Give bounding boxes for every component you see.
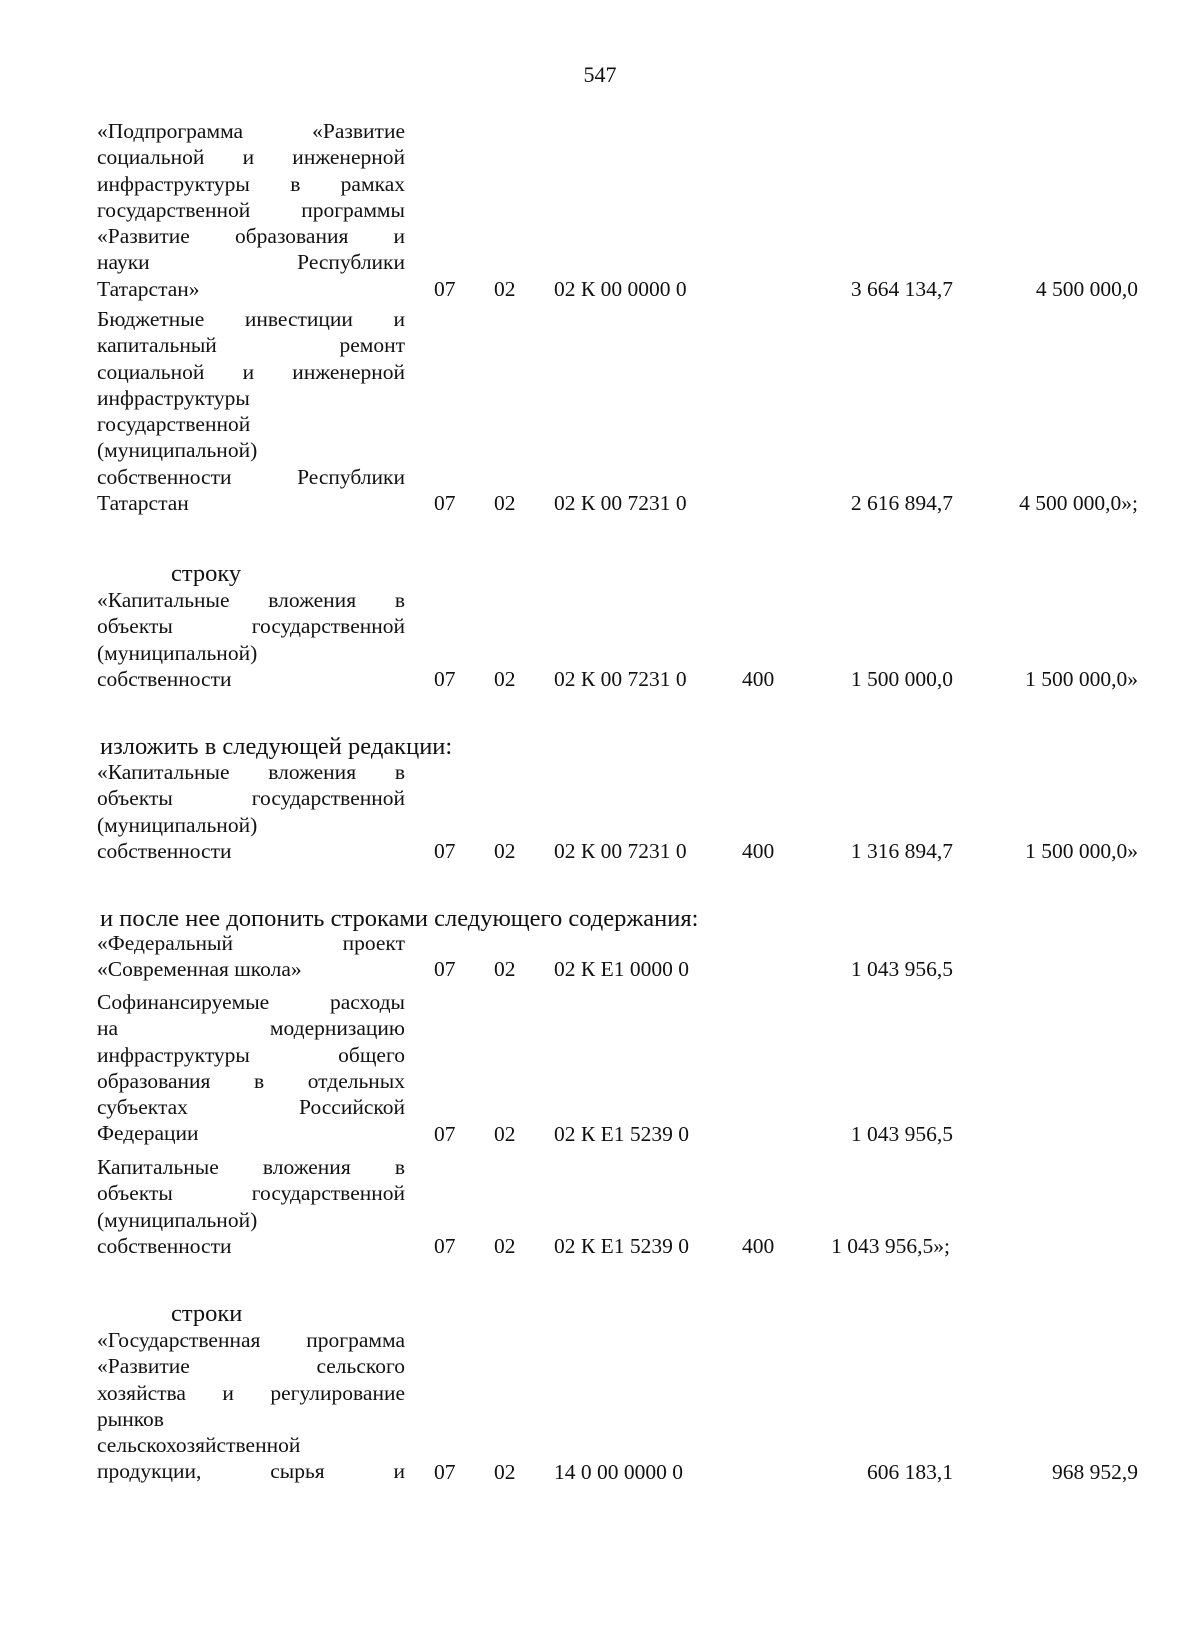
sum-year1-cell: 1 043 956,5	[850, 1122, 953, 1146]
row-description	[97, 1154, 405, 1259]
razdel-cell: 07	[434, 1460, 456, 1484]
instruction-heading: изложить в следующей редакции:	[100, 733, 453, 760]
podrazdel-cell: 02	[494, 491, 516, 515]
description-line: объекты государственной	[97, 786, 405, 811]
description-line: инфраструктуры общего	[97, 1042, 405, 1067]
instruction-heading: строку	[171, 560, 242, 587]
row-description	[97, 306, 405, 516]
csr-cell: 02 К Е1 5239 0	[554, 1234, 689, 1258]
description-line: «Подпрограмма «Развитие	[97, 119, 405, 143]
description-line: объекты государственной	[97, 614, 405, 639]
sum-year2-cell: 1 500 000,0»	[1025, 667, 1138, 691]
vr-cell: 400	[742, 667, 775, 691]
description-line: государственной программы	[97, 197, 405, 222]
razdel-cell: 07	[434, 277, 456, 301]
razdel-cell: 07	[434, 1234, 456, 1258]
sum-year1-cell: 1 043 956,5»;	[831, 1234, 950, 1258]
description-line: Татарстан	[97, 491, 189, 516]
instruction-heading: строки	[171, 1300, 243, 1327]
razdel-cell: 07	[434, 491, 456, 515]
podrazdel-cell: 02	[494, 1234, 516, 1258]
sum-year2-cell: 4 500 000,0»;	[1019, 491, 1138, 515]
description-line: (муниципальной)	[97, 1207, 258, 1232]
sum-year2-cell: 4 500 000,0	[1035, 277, 1138, 301]
description-line: «Капитальные вложения в	[97, 588, 405, 612]
csr-cell: 14 0 00 0000 0	[554, 1460, 683, 1484]
description-line: капитальный ремонт	[97, 333, 405, 358]
instruction-heading: и после нее допонить строками следующего содержания:	[100, 905, 699, 932]
description-line: рынков	[97, 1406, 164, 1431]
row-description	[97, 930, 405, 983]
description-line: собственности	[97, 666, 232, 691]
razdel-cell: 07	[434, 957, 456, 981]
csr-cell: 02 К 00 7231 0	[554, 491, 687, 515]
row-description	[97, 118, 405, 302]
csr-cell: 02 К Е1 0000 0	[554, 957, 689, 981]
description-line: хозяйства и регулирование	[97, 1380, 405, 1405]
sum-year1-cell: 2 616 894,7	[850, 491, 953, 515]
podrazdel-cell: 02	[494, 1460, 516, 1484]
description-line: «Развитие образования и	[97, 224, 405, 249]
csr-cell: 02 К Е1 5239 0	[554, 1122, 689, 1146]
description-line: «Развитие сельского	[97, 1354, 405, 1379]
description-line: субъектах Российской	[97, 1095, 405, 1120]
podrazdel-cell: 02	[494, 1122, 516, 1146]
description-line: социальной и инженерной	[97, 145, 405, 170]
description-line: образования в отдельных	[97, 1068, 405, 1093]
csr-cell: 02 К 00 7231 0	[554, 839, 687, 863]
razdel-cell: 07	[434, 1122, 456, 1146]
description-line: Федерации	[97, 1121, 199, 1146]
podrazdel-cell: 02	[494, 667, 516, 691]
sum-year1-cell: 3 664 134,7	[850, 277, 953, 301]
description-line: Татарстан»	[97, 276, 200, 301]
sum-year2-cell: 1 500 000,0»	[1025, 839, 1138, 863]
podrazdel-cell: 02	[494, 957, 516, 981]
razdel-cell: 07	[434, 839, 456, 863]
sum-year2-cell: 968 952,9	[1052, 1460, 1138, 1484]
description-line: объекты государственной	[97, 1181, 405, 1206]
description-line: сельскохозяйственной	[97, 1433, 301, 1458]
page-number: 547	[583, 62, 617, 87]
description-line: государственной	[97, 412, 251, 437]
description-line: на модернизацию	[97, 1016, 405, 1041]
vr-cell: 400	[742, 1234, 775, 1258]
row-description	[97, 759, 405, 864]
description-line: (муниципальной)	[97, 438, 258, 463]
description-line: «Государственная программа	[97, 1328, 405, 1352]
description-line: (муниципальной)	[97, 812, 258, 837]
description-line: Софинансируемые расходы	[97, 990, 405, 1014]
row-description	[97, 1327, 405, 1485]
description-line: инфраструктуры	[97, 385, 250, 410]
description-line: собственности	[97, 838, 232, 863]
description-line: собственности	[97, 1233, 232, 1258]
description-line: собственности Республики	[97, 464, 405, 489]
podrazdel-cell: 02	[494, 277, 516, 301]
description-line: «Федеральный проект	[97, 931, 405, 955]
sum-year1-cell: 1 043 956,5	[850, 957, 953, 981]
razdel-cell: 07	[434, 667, 456, 691]
podrazdel-cell: 02	[494, 839, 516, 863]
description-line: социальной и инженерной	[97, 359, 405, 384]
csr-cell: 02 К 00 0000 0	[554, 277, 687, 301]
sum-year1-cell: 606 183,1	[867, 1460, 953, 1484]
description-line: Капитальные вложения в	[97, 1155, 405, 1179]
sum-year1-cell: 1 316 894,7	[850, 839, 953, 863]
description-line: «Капитальные вложения в	[97, 760, 405, 784]
description-line: Бюджетные инвестиции и	[97, 307, 405, 331]
description-line: «Современная школа»	[97, 957, 302, 982]
description-line: (муниципальной)	[97, 640, 258, 665]
row-description	[97, 587, 405, 692]
description-line: продукции, сырья и	[97, 1459, 405, 1484]
description-line: науки Республики	[97, 250, 405, 275]
sum-year1-cell: 1 500 000,0	[850, 667, 953, 691]
description-line: инфраструктуры в рамках	[97, 171, 405, 196]
vr-cell: 400	[742, 839, 775, 863]
row-description	[97, 989, 405, 1147]
csr-cell: 02 К 00 7231 0	[554, 667, 687, 691]
